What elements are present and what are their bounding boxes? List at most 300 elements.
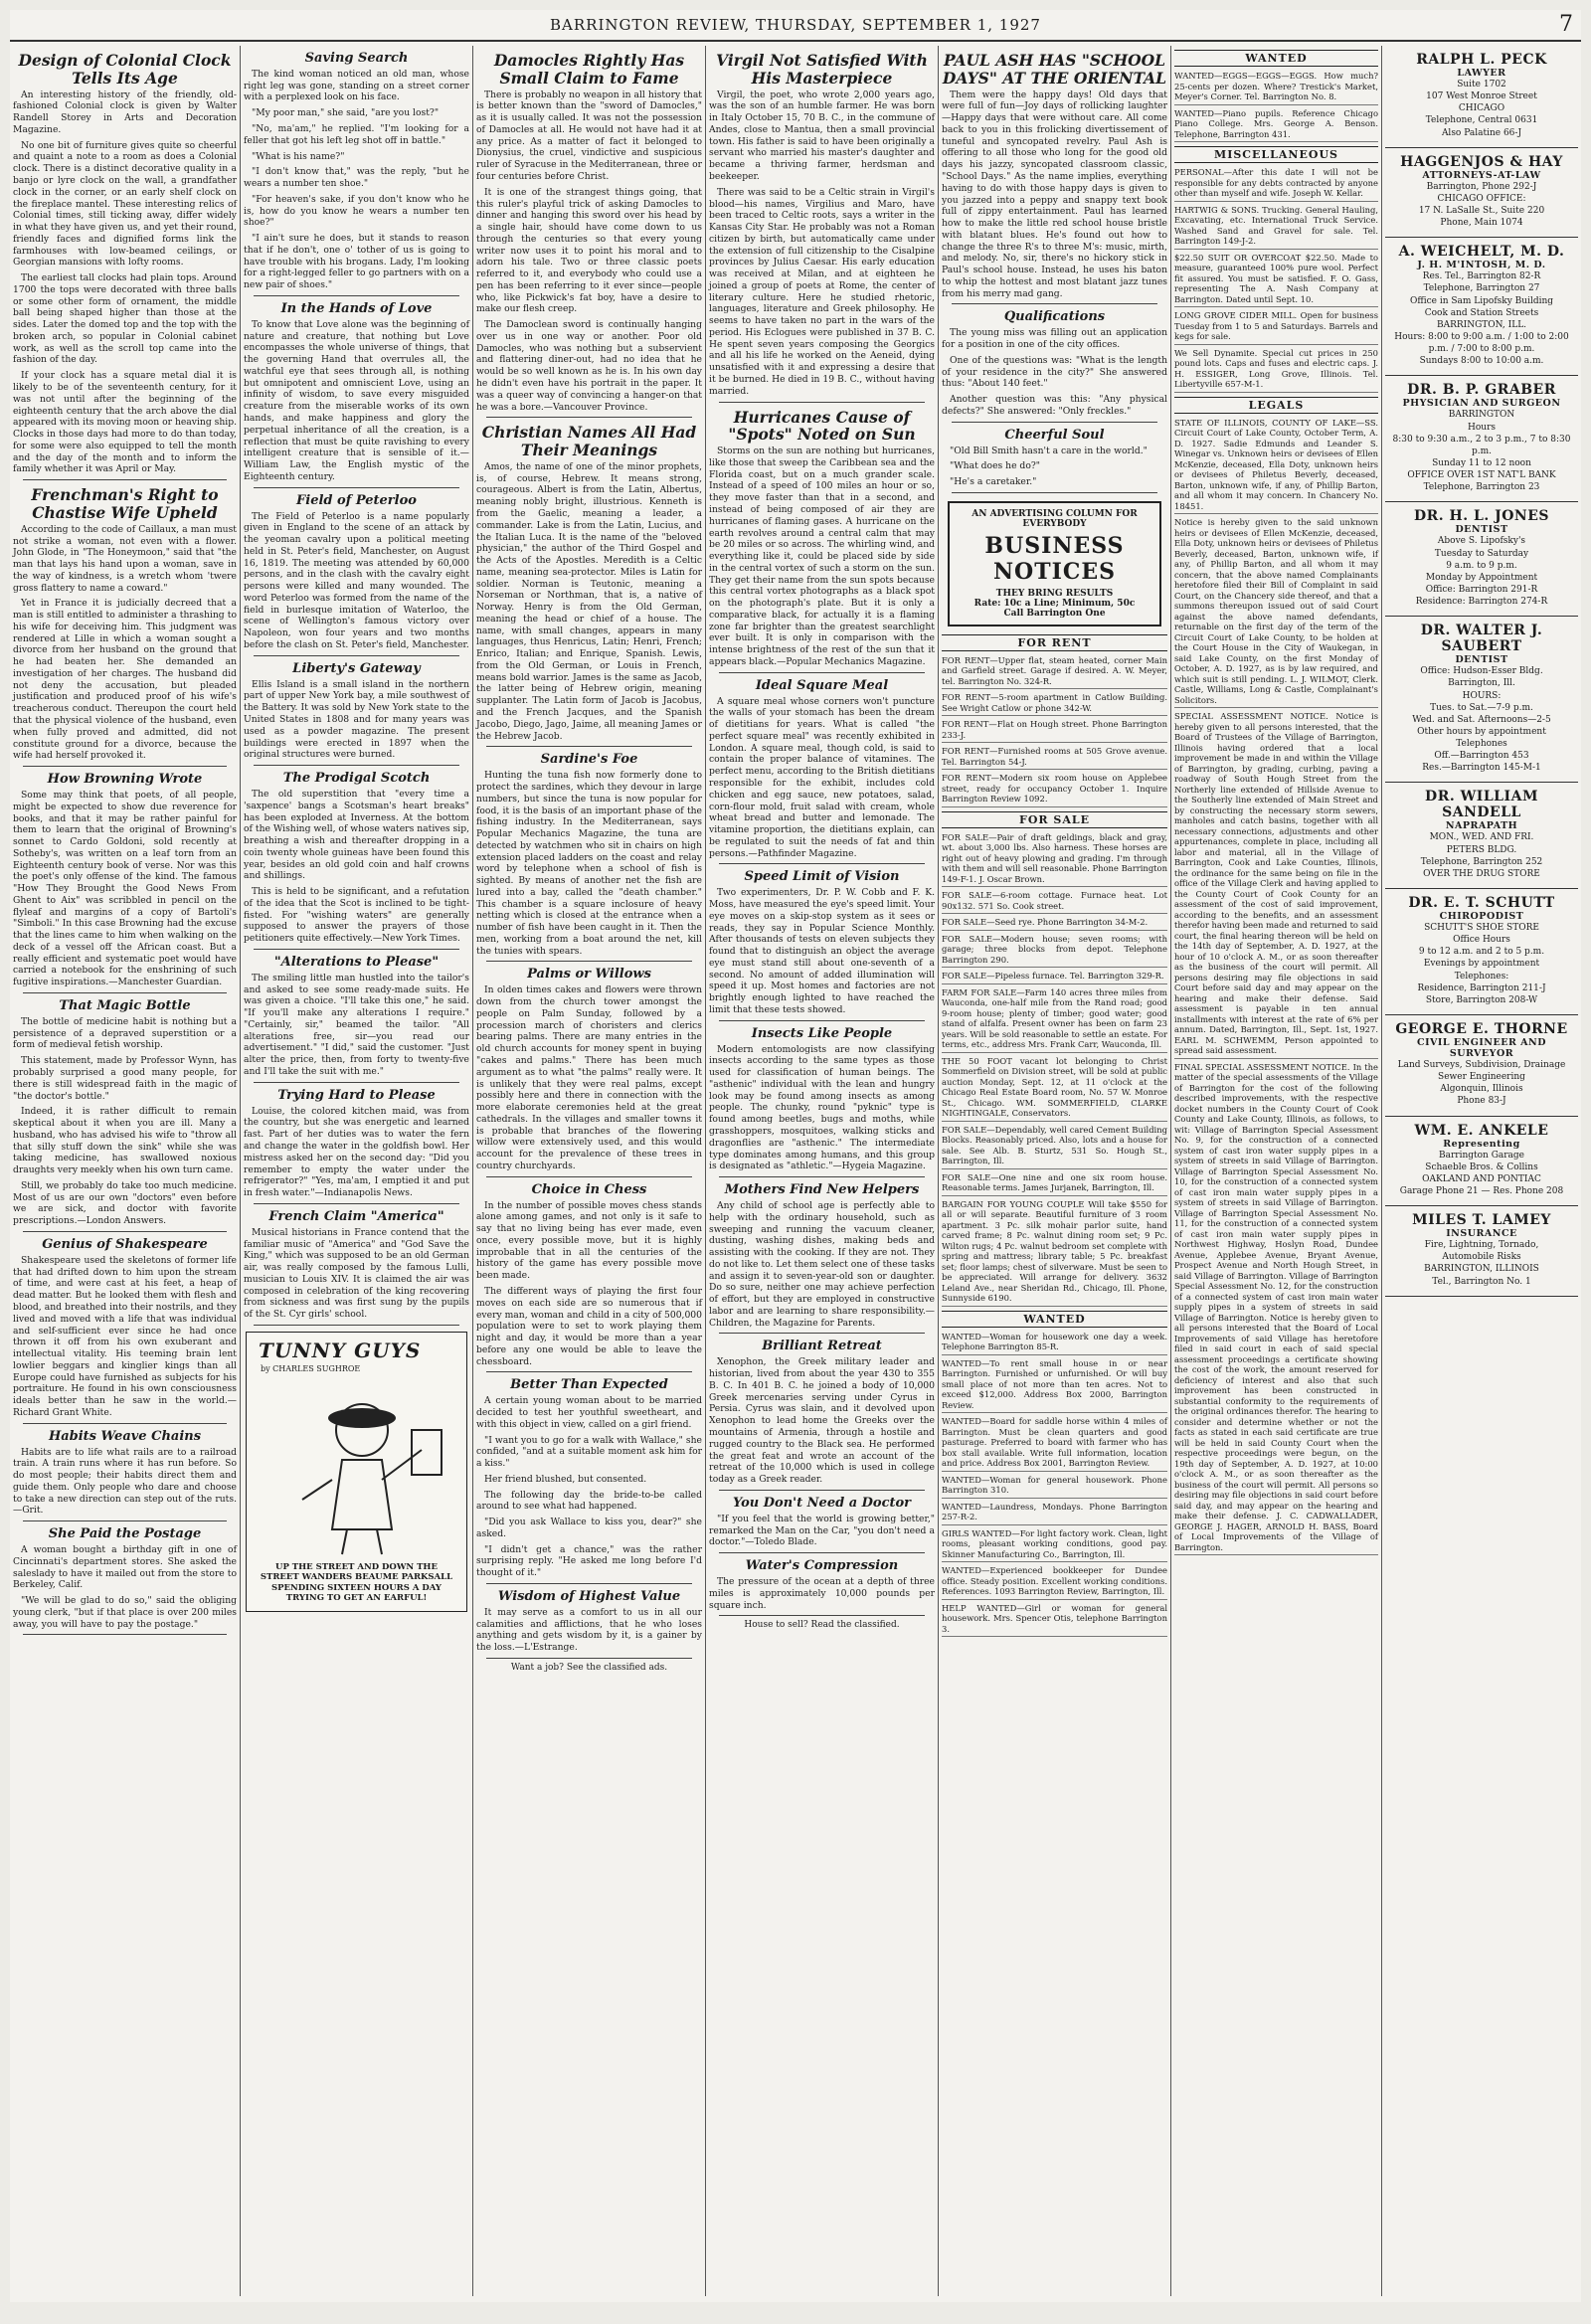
comic-title: TUNNY GUYS [259,1338,422,1362]
article [13,486,237,762]
card-title: CHIROPODIST [1439,911,1524,923]
divider [486,1371,692,1372]
article-paragraph: The young miss was filling out an application for a position in one of the city offices. [942,327,1167,351]
article-paragraph: Ellis Island is a small island in the northern part of upper New York bay, a mile southwest of the Battery. It was sold by New York state to the United States in 1808 and for many years was used as a powder magazine. The present buildings were erected in 1897 when the original structures were burned. [244,678,469,761]
card-line: Telephones [1456,739,1507,750]
card-name: GEORGE E. THORNE [1395,1021,1568,1038]
card-name: DR. B. P. GRABER [1407,382,1556,399]
comic-strip-tunny-guys [246,1332,467,1612]
comic-caption: UP THE STREET AND DOWN THE STREET WANDERS BEAUME PARKSALL SPENDING SIXTEEN HOURS A DAY TRYING TO GET AN EARFUL! [260,1562,453,1603]
card-line: Schaeble Bros. & Collins [1425,1162,1538,1172]
newspaper-page [10,10,1581,2302]
card-line: Other hours by appointment [1417,726,1546,737]
article-paragraph: The Field of Peterloo is a name popularly given in England to the scene of an attack by the yeoman cavalry upon a political meeting held in St. Peter's field, Manchester, on August 16, 1819. The meeting was attended by 60,000 persons, and in the clash with the cavalry eight persons were killed and many wounded. The word Peterloo was formed from the name of the field in burlesque imitation of Waterloo, the scene of Wellington's famous victory over Napoleon, won four years and two months before the clash on St. Peter's field, Manchester. [244,510,469,650]
column-footer-note: Want a job? See the classified ads. [510,1662,668,1673]
classified-ad: $22.50 SUIT OR OVERCOAT $22.50. Made to measure, guaranteed 100% pure wool. Perfect fit assured. You must be satisfied. F. O. Gass, representing The A. Nash Company at Barrington. Dated until Sept. 10. [1174,253,1378,308]
page-number: 7 [1559,12,1573,37]
classified-ad: STATE OF ILLINOIS, COUNTY OF LAKE—SS. Circuit Court of Lake County, October Term, A. D. 1927. Sadie Edmunds and Leander S. Winegar vs. Unknown heirs or devisees of Ellen McKenzie, deceased, Ella Doty, unknown heirs or devisees of Philetus Beverly, deceased, Barton, unknown wife, if any, of Phillip Barton, and all whom it may concern. In Chancery No. 18451. [1174,418,1378,515]
divider [719,1333,925,1334]
business-card [1385,238,1578,376]
column-1 [10,46,241,2296]
business-card [1385,502,1578,617]
card-name: WM. E. ANKELE [1414,1122,1549,1139]
card-line: Fire, Lightning, Tornado, [1424,1240,1539,1251]
article [709,679,935,860]
card-line: Also Palatine 66-J [1441,127,1522,138]
card-line: Res. Tel., Barrington 82-R [1422,271,1541,282]
card-line: Tel., Barrington No. 1 [1432,1276,1531,1287]
article [13,999,237,1227]
article [709,52,935,398]
article-paragraph: The different ways of playing the first four moves on each side are so numerous that if every man, woman and child in a city of 500,000 population were to set to work playing them night and day, it would be more than a year before any one would be able to leave the chessboard. [476,1285,702,1367]
divider [23,1231,227,1232]
card-line: Sundays 8:00 to 10:00 a.m. [1419,356,1544,367]
section-header-wanted: WANTED [1174,50,1378,67]
classified-ad: FOR SALE—Seed rye. Phone Barrington 34-M-2. [942,917,1167,931]
article-headline: Virgil Not Satisfied With His Masterpiece [716,51,928,88]
column-3 [473,46,706,2296]
classified-ad: FOR SALE—6-room cottage. Furnace heat. Lot 90x132. 571 So. Cook street. [942,890,1167,914]
article-paragraph: Shakespeare used the skeletons of former life that had drifted down to him upon the stream of time, and were cast at his feet, a heap of dead matter. But he looked them with flesh and blood, and breathed into their nostrils, and they lived and moved with a life that was individual and self-sufficient ever since he had once thrown it off from his own exuberant and intellectual vitality. His teeming brain lent lowlier beggars and kinglier kings than all Europe could have furnished as subjects for his portraiture. He found in his own consciousness ideals better than he saw in the world.—Richard Grant White. [13,1254,237,1418]
card-line: OVER THE DRUG STORE [1423,868,1540,879]
article [244,1089,469,1199]
card-name: MILES T. LAMEY [1412,1212,1551,1229]
article [476,52,702,413]
card-title: ATTORNEYS-AT-LAW [1422,169,1541,181]
section-header-for_sale: FOR SALE [942,811,1167,828]
article-paragraph: The kind woman noticed an old man, whose right leg was gone, standing on a street corner with a perplexed look on his face. [244,68,469,103]
card-line: Phone 83-J [1457,1096,1506,1107]
divider [254,487,459,488]
business-card [1385,1015,1578,1117]
article [244,956,469,1078]
classified-ad: FOR SALE—One nine and one six room house. Reasonable terms. James Jurjanek, Barrington, Ill. [942,1172,1167,1196]
classified-ad: FOR SALE—Pair of draft geldings, black and gray, wt. about 3,000 lbs. Also harness. These horses are right out of heavy plowing and grading. I'm through with them and will sell reasonable. Phone Barrington 149-F-1. J. Oscar Brown. [942,832,1167,888]
article-headline: Ideal Square Meal [755,677,889,693]
article-paragraph: "If you feel that the world is growing better," remarked the Man on the Car, "you don't need a doctor."—Toledo Blade. [709,1513,935,1548]
article-paragraph: "Did you ask Wallace to kiss you, dear?" she asked. [476,1517,702,1539]
card-line: Residence, Barrington 211-J [1417,983,1546,993]
card-line: Telephone, Barrington 27 [1423,283,1540,294]
divider [254,765,459,766]
article-paragraph: "My poor man," she said, "are you lost?" [252,107,440,119]
card-line: Algonquin, Illinois [1440,1084,1523,1095]
article-paragraph: The old superstition that "every time a 'saxpence' bangs a Scotsman's heart breaks" has been exploded at Inverness. At the bottom of the Wishing well, of whose waters natives sip, breathing a wish and thereafter dropping in a coin twenty whole guineas have been found this year, besides an old gold coin and half crowns and shillings. [244,788,469,882]
article-paragraph: If your clock has a square metal dial it is likely to be of the seventeenth century, for it was not until after the beginning of the eighteenth century that the arch above the dial appeared with its moving moon or heaving ship. Clocks in those days had more to do than today, for some were also equipped to tell the month and the day of the month and to inform the family whether it was April or May. [13,370,237,475]
divider [486,1658,692,1659]
classified-ad: FARM FOR SALE—Farm 140 acres three miles from Wauconda, one-half mile from the Rand road; good 9-room house; plenty of timber; good water; good stand of alfalfa. Present owner has been on farm 23 years. Will be sold reasonable to settle an estate. For terms, etc., address Mrs. Frank Carr, Wauconda, Ill. [942,987,1167,1053]
article-paragraph: "What does he do?" [950,460,1041,472]
article [709,1497,935,1548]
card-line: Store, Barrington 208-W [1425,994,1538,1005]
classified-ad: BARGAIN FOR YOUNG COUPLE Will take $550 for all or will separate. Beautiful furniture of 3 room apartment. 3 Pc. silk mohair parlor suite, hand carved frame; 8 Pc. walnut dining room set; 9 Pc. Wilton rugs; 4 Pc. walnut bedroom set complete with spring and mattress; library table; 5 Pc. breakfast set; floor lamps; chest of silverware. Must be seen to be appreciated. Will arrange for delivery. 3632 Leland Ave., near Sheridan Rd., Chicago, Ill. Phone, Sunnyside 6190. [942,1199,1167,1307]
card-line: HOURS: [1462,690,1502,701]
classified-ad: WANTED—Woman for housework one day a week. Telephone Barrington 85-R. [942,1332,1167,1355]
article-headline: Mothers Find New Helpers [724,1182,920,1198]
article [13,1527,237,1630]
article-paragraph: "What is his name?" [252,150,345,162]
article [244,772,469,945]
article-paragraph: There is probably no weapon in all history that is better known than the "sword of Damocles," as it is usually called. It was not the possession of Damocles at all. He would not have had it at any price. As a matter of fact it belonged to Dionysius, the cruel, vindictive and suspicious ruler of Syracuse in the Mediterranean, three or four centuries before Christ. [476,89,702,182]
divider [23,992,227,993]
classified-ad: FOR SALE—Pipeless furnace. Tel. Barrington 329-R. [942,971,1167,984]
card-name: DR. E. T. SCHUTT [1408,895,1555,912]
article-headline: You Don't Need a Doctor [732,1495,912,1511]
article-headline: Speed Limit of Vision [744,869,900,885]
article-paragraph: It may serve as a comfort to us in all our calamities and afflictions, that he who loses anything and gets wisdom by it, is a gainer by the loss.—L'Estrange. [476,1606,702,1654]
divider [23,1520,227,1521]
article-headline: French Claim "America" [268,1208,444,1224]
banner-rate: Rate: 10c a Line; Minimum, 50c [973,598,1136,609]
article-paragraph: Hunting the tuna fish now formerly done to protect the sardines, which they devour in large numbers, but since the tuna is now popular for food, it is the basis of an important phase of the fishing industry. In the Mediterranean, says Popular Mechanics Magazine, the tuna are detected by watchmen who sit in chairs on high extension placed ladders on the coast and relay word by telephone when a school of fish is sighted. By means of another net the fish are lured into a bay, called the "death chamber." This chamber is a square inclosure of heavy netting which is closed at the entrance when a number of fish have been caught in it. Then the men, working from a boat around the net, kill the tunies with spears. [476,770,702,957]
masthead-title: BARRINGTON REVIEW, THURSDAY, SEPTEMBER 1, 1927 [550,16,1041,34]
card-line: OFFICE OVER 1ST NAT'L BANK [1407,470,1556,481]
business-card [1385,1206,1578,1297]
classified-ad: WANTED—Experienced bookkeeper for Dundee office. Steady position. Excellent working conditions. References. 1093 Barrington Review, Barrington, Ill. [942,1565,1167,1600]
card-line: Off.—Barrington 453 [1434,751,1529,762]
article-headline: Habits Weave Chains [48,1428,202,1444]
article-paragraph: "He's a caretaker." [950,476,1037,488]
card-line: Sunday 11 to 12 noon [1432,457,1531,468]
card-line: BARRINGTON [1448,410,1515,421]
article [709,409,935,668]
card-line: Telephone, Barrington 252 [1420,856,1543,867]
article [13,1238,237,1419]
article [709,1027,935,1172]
banner-line: THEY BRING RESULTS [995,588,1114,599]
article-paragraph: Louise, the colored kitchen maid, was from the country, but she was energetic and learned fast. Part of her duties was to water the fern and change the water in the goldfish bowl. Her mistress asked her on the second day: "Did you remember to empty the water under the refrigerator?" "Yes, ma'am, I emptied it and put in fresh water."—Indianapolis News. [244,1105,469,1199]
article-headline: Frenchman's Right to Chastise Wife Upheld [31,485,219,522]
article [476,968,702,1171]
article [709,1183,935,1329]
article-paragraph: According to the code of Caillaux, a man must not strike a woman, not even with a flower. John Glode, in "The Honeymoon," said that "the man that lays his hand upon a woman, save in the way of kindness, is a wretch whom 'twere gross flattery to name a coward." [13,523,237,594]
article-paragraph: Musical historians in France contend that the familiar music of "America" and "God Save the King," which was supposed to be an old German air, was really composed by the famous Lulli, musician to Louis XIV. It is claimed the air was composed in celebration of the king recovering from sickness and was first sung by the pupils of the St. Cyr girls' school. [244,1226,469,1321]
divider [719,402,925,403]
card-line: Monday by Appointment [1425,572,1538,583]
card-name: A. WEICHELT, M. D. [1398,244,1565,261]
card-line: Barrington, Phone 292-J [1426,181,1537,192]
article-headline: Water's Compression [745,1558,899,1574]
article-headline: She Paid the Postage [48,1526,202,1542]
article-headline: How Browning Wrote [47,772,203,788]
article-headline: Insects Like People [751,1025,893,1041]
divider [254,1325,459,1326]
article-headline: Cheerful Soul [1004,427,1105,443]
card-title: INSURANCE [1446,1228,1517,1240]
card-line: BARRINGTON, ILL. [1436,319,1527,330]
classified-ad: FOR SALE—Dependably, well cared Cement Building Blocks. Reasonably priced. Also, lots and a house for sale. See Alb. B. Sturtz, 531 So. Hough St., Barrington, Ill. [942,1125,1167,1169]
business-card [1385,46,1578,148]
divider [254,295,459,296]
article-headline: Better Than Expected [510,1377,668,1393]
divider [719,863,925,864]
classified-ad: We Sell Dynamite. Special cut prices in 250 pound lots. Caps and fuses and electric caps. J. H. ESSIGER, Long Grove, Illinois. Tel. Libertyville 657-M-1. [1174,348,1378,393]
card-line: Wed. and Sat. Afternoons—2-5 [1412,714,1551,725]
divider [719,1020,925,1021]
article [244,52,469,291]
classified-ad: SPECIAL ASSESSMENT NOTICE. Notice is hereby given to all persons interested, that the Board of Trustees of the Village of Barrington, Illinois having ordered that a local improvement be made in and within the Village of Barrington, by grading, curbing, paving a roadway of South Hough Street from the Northerly line extended of Hillside Avenue to the Southerly line extended of Main Street and by constructing the necessary storm sewers, manholes and catch basins, together with all necessary connections, adjustments and other appurtenances, complete in place, including all labor and material, all in the Village of Barrington, Cook and Lake Counties, Illinois, the ordinance for the same being on file in the office of the Village Clerk and having applied to the County Court of Cook County for an assessment of the cost of said improvement, according to the benefits, and an assessment therefor having been made and returned to said court, the final hearing thereon will be held on the 14th day of September, A. D. 1927, at the hour of 10 o'clock A. M., or as soon thereafter as the business of the court will permit. All persons desiring may file objections in said Court before said day and may appear on the hearing and make their defense. Said assessment is payable in ten annual installments with interest at the rate of 6% per annum. Dated, Barrington, Ill., Sept. 1st, 1927. EARL M. SCHWEMM, Person appointed to spread said assessment. [1174,711,1378,1059]
article-headline: Design of Colonial Clock Tells Its Age [18,51,232,88]
classified-ad: FOR RENT—Flat on Hough street. Phone Barrington 233-J. [942,719,1167,743]
article-headline: The Prodigal Scotch [282,771,431,787]
card-line: Cook and Station Streets [1424,307,1539,318]
article-headline: Trying Hard to Please [277,1087,436,1103]
business-card [1385,376,1578,502]
card-line: CHICAGO [1458,103,1505,114]
article-paragraph: This statement, made by Professor Wynn, has probably surprised a good many people, for there is still widespread faith in the magic of "the doctor's bottle." [13,1055,237,1102]
article-paragraph: Her friend blushed, but consented. [484,1473,647,1485]
article [942,52,1167,299]
card-line: Res.—Barrington 145-M-1 [1422,763,1541,774]
column-4 [706,46,939,2296]
article-paragraph: "I don't know that," was the reply, "but he wears a number ten shoe." [244,166,469,190]
article [244,1210,469,1321]
article-paragraph: Yet in France it is judicially decreed that a man is still entitled to administer a thrashing to his wife for deceiving him. This judgment was rendered at Lille in which a woman sought a divorce from her husband on the ground that he had beaten her. She demanded an investigation of her charges. The husband did not deny the accusation, but pleaded justification and produced proof of his wife's treacherous conduct. Thereupon the court held that the physical violence of the husband, even when fully proved and admitted, did not constitute ground for a divorce, because the wife had herself provoked it. [13,598,237,762]
article-headline: Wisdom of Highest Value [497,1588,681,1604]
divider [23,766,227,767]
article-paragraph: Indeed, it is rather difficult to remain skeptical about it when you are ill. Many a husband, who has advised his wife to "throw all that silly stuff down the sink" while she was taking medicine, has swallowed noxious draughts very meekly when his own turn came. [13,1106,237,1176]
card-line: Automobile Risks [1442,1252,1521,1263]
article-paragraph: Modern entomologists are now classifying insects according to the same types as those used for classification of human beings. The "asthenic" individual with the lean and hungry look may be found among insects as among people. The chunky, round "pyknic" type is found among beetles, bugs and moths, while grasshoppers, mosquitoes, walking sticks and dragonflies are "asthenic." The intermediate type dominates among humans, and this group is designated as "athletic."—Hygeia Magazine. [709,1043,935,1172]
article-headline: Saving Search [304,51,409,66]
divider [952,422,1157,423]
card-line: Telephone, Central 0631 [1425,115,1538,126]
article-paragraph: No one bit of furniture gives quite so cheerful and quaint a note to a room as does a Colonial clock. There is a distinct decorative quality in a banjo or lyre clock on the wall, a grandfather clock in the corner, or an early shelf clock on the fireplace mantel. These interesting relics of Colonial times, still ticking away, differ widely in what they have given us, and yet their round, friendly faces and dignified forms link the farmhouses with low-beamed ceilings, or Georgian mansions with lofty rooms. [13,139,237,268]
classified-ad: GIRLS WANTED—For light factory work. Clean, light rooms, pleasant working conditions, good pay. Skinner Manufacturing Co., Barrington, Ill. [942,1528,1167,1563]
card-line: Office in Sam Lipofsky Building [1409,295,1554,306]
article-paragraph: Any child of school age is perfectly able to help with the ordinary household, such as sweeping and running the vacuum cleaner, dusting, washing dishes, making beds and assisting with the cooking. If they are not. They do not like to. Let them select one of these tasks and assign it to seven-year-old son or daughter. Do so sure, neither one may achieve perfection of effort, but they are employed in constructive labor and are learning to share responsibility.—Children, the Magazine for Parents. [709,1200,935,1329]
classified-ad: WANTED—EGGS—EGGS—EGGS. How much? 25-cents per dozen. Where? Trestick's Market, Meyer's Corner. Tel. Barrington No. 8. [1174,71,1378,105]
card-line: Tues. to Sat.—7-9 p.m. [1430,702,1533,713]
article-headline: Liberty's Gateway [292,660,421,676]
article-paragraph: The bottle of medicine habit is nothing but a persistence of a depraved superstition or a form of medieval fetish worship. [13,1015,237,1051]
article-paragraph: "Old Bill Smith hasn't a care in the world." [950,445,1148,456]
card-line: 9 to 12 a.m. and 2 to 5 p.m. [1418,947,1545,958]
article-paragraph: An interesting history of the friendly, old-fashioned Colonial clock is given by Walter Randell Storey in Arts and Decoration Magazine. [13,89,237,135]
banner-phone: Call Barrington One [1003,608,1106,619]
classified-ad: WANTED—Board for saddle horse within 4 miles of Barrington. Must be clean quarters and good pasturage. Preferred to board with farmer who has box stall available. Write full information, location and price. Address Box 2001, Barrington Review. [942,1416,1167,1472]
divider [486,1176,692,1177]
classified-ad: Notice is hereby given to the said unknown heirs or devisees of Ellen McKenzie, deceased, Ella Doty, unknown heirs or devisees of Philetus Beverly, deceased, Barton, unknown wife, if any, of Phillip Barton, and all whom it may concern, that the above named Complainants heretofore filed their Bill of Complaint in said Court, on the Chancery side thereof, and that a summons thereupon issued out of said Court against the above named defendants, returnable on the first day of the term of the Circuit Court of Lake County, to be holden at the Court House in the City of Waukegan, in said Lake County, on the first Monday of October, A. D. 1927, as is by law required, and which suit is still pending. L. J. WILMOT, Clerk. Castle, Williams, Long & Castle, Complainant's Solicitors. [1174,517,1378,708]
divider [719,1176,925,1177]
card-name: HAGGENJOS & HAY [1400,153,1563,170]
card-line: Land Surveys, Subdivision, Drainage [1397,1060,1566,1071]
banner-line: AN ADVERTISING COLUMN FOR EVERYBODY [972,508,1138,529]
article [244,302,469,483]
classified-ad: WANTED—Laundress, Mondays. Phone Barrington 257-R-2. [942,1502,1167,1525]
card-line: Sewer Engineering [1438,1072,1525,1083]
article-headline: "Alterations to Please" [273,954,440,970]
card-line: OAKLAND AND PONTIAC [1422,1173,1541,1184]
article [709,870,935,1015]
column-7-professional-cards [1382,46,1581,2296]
classified-ad: HARTWIG & SONS. Trucking. General Hauling, Excavating, etc. International Truck Service. Washed Sand and Gravel for sale. Tel. Barrington 149-J-2. [1174,205,1378,250]
article-paragraph: The smiling little man hustled into the tailor's and asked to see some ready-made suits. He was given a choice. "I'll take this one," he said. "If you'll make any alterations I require." "Certainly, sir," beamed the tailor. "All alterations free, sir—you read our advertisement." "I did," said the customer. "Just alter the price, then, from forty to twenty-five and I'll take the suit with me." [244,972,469,1077]
divider [23,479,227,480]
classified-ad: WANTED—Piano pupils. Reference Chicago Piano College. Mrs. George A. Benson. Telephone, Barrington 431. [1174,108,1378,143]
card-line: Barrington, Ill. [1448,678,1515,689]
card-line: Suite 1702 [1457,80,1506,89]
card-name: DR. WALTER J. SAUBERT [1420,623,1543,655]
card-line: Telephone, Barrington 23 [1423,482,1540,493]
article-paragraph: Habits are to life what rails are to a railroad train. A train runs where it has run before. So do most people; their habits direct them and guide them. Only people who dare and choose to take a new direction can step out of the ruts.—Grit. [13,1446,237,1517]
article [476,753,702,957]
article-paragraph: Xenophon, the Greek military leader and historian, lived from about the year 430 to 355 B. C. In 401 B. C. he joined a body of 10,000 Greek mercenaries serving under Cyrus in Persia. Cyrus was slain, and it devolved upon Xenophon to lead home the Greeks over the mountains of Armenia, through a hostile and rugged country to the Black sea. He performed the great feat and wrote an account of the retreat of the 10,000 which is used in college today as a Greek reader. [709,1356,935,1486]
article [13,52,237,475]
card-name: DR. WILLIAM SANDELL [1425,789,1538,821]
card-line: Hours: 8:00 to 9:00 a.m. / 1:00 to 2:00 p.m. / 7:00 to 8:00 p.m. [1394,331,1569,355]
article-paragraph: One of the questions was: "What is the length of your residence in the city?" She answered thus: "About 140 feet." [942,354,1167,390]
card-line: Barrington Garage [1438,1150,1525,1161]
card-name: RALPH L. PECK [1416,52,1547,68]
article-headline: Palms or Willows [527,967,651,983]
article-paragraph: This is held to be significant, and a refutation of the idea that the Scot is inclined to be tight-fisted. For "wishing waters" are generally supposed to answer the prayers of those petitioners quite effectively.—New York Times. [244,886,469,945]
section-header-misc: MISCELLANEOUS [1174,146,1378,163]
article-headline: Christian Names All Had Their Meanings [481,423,697,460]
article-paragraph: Storms on the sun are nothing but hurricanes, like those that sweep the Caribbean sea and the Florida coast, but on a much grander scale. Instead of a speed of 100 miles an hour or so, they move faster than that in a second, and instead of being composed of air they are hurricanes of flaming gases. A hurricane on the earth revolves around a central calm that may be 20 miles or so across. The whirling wind, and everything like it, could be placed side by side in the central vortex of such a storm on the sun. They get their name from the sun spots because this central vortex photographs as a black spot on the photograph's plate. But it is only a comparative black, for actually it is a flaming zone far brighter than the greatest searchlight ever built. It is only in comparison with the intense brightness of the rest of the sun that it appears black.—Popular Mechanics Magazine. [709,446,935,667]
article-paragraph: Amos, the name of one of the minor prophets, is, of course, Hebrew. It means strong, courageous. Albert is from the Latin, Albertus, meaning nobly bright, illustrious. Kenneth is from the Gaelic, meaning a leader, a commander. Lake is from the Latin, Lucius, and the Italian Luca. It is the name of the "beloved physician," the author of the Third Gospel and the Acts of the Apostles. Meredith is a Celtic name, meaning sea-protector. Miles is Latin for soldier. Norman is Teutonic, meaning a Norseman or Northman, that is, a native of Norway. Henry is from the Old German, meaning the head or chief of a house. The name, with small changes, appears in many languages, thus Henricus, Latin; Henri, French; Enrico, Italian; and Enrique, Spanish. Lewis, from the Old German, or Louis in French, means bold warrior. James is the same as Jacob, the latter being of Hebrew origin, meaning supplanter. The Latin form of Jacob is Jacobus, and the French Jacques, and the Spanish Jacobo, Diego, Jago, Jaime, all meaning James or the Hebrew Jacob. [476,460,702,742]
card-line: 107 West Monroe Street [1426,91,1537,102]
banner-title: BUSINESS NOTICES [984,532,1125,585]
classified-ad: WANTED—Woman for general housework. Phone Barrington 310. [942,1475,1167,1499]
article-headline: Brilliant Retreat [762,1339,882,1354]
article [476,1378,702,1579]
card-title: LAWYER [1457,68,1506,79]
article [13,773,237,988]
card-line: Hours [1468,422,1496,433]
article-headline: Hurricanes Cause of "Spots" Noted on Sun [728,407,916,445]
article-headline: PAUL ASH HAS "SCHOOL DAYS" AT THE ORIENTAL [942,51,1167,88]
masthead [10,10,1581,42]
divider [254,655,459,656]
divider [254,949,459,950]
divider [719,1615,925,1616]
classified-ad: FOR SALE—Modern house; seven rooms; with garage; three blocks from depot. Telephone Barrington 290. [942,934,1167,969]
article-paragraph: In olden times cakes and flowers were thrown down from the church tower amongst the people on Palm Sunday, followed by a procession march of choristers and clerics bearing palms. There are many entries in the old church accounts for money spent in buying "cakes and palms." There has been much argument as to what "the palms" really were. It is unlikely that they were real palms, except possibly here and there in connection with the more elaborate ceremonies held at the great cathedrals. In the villages and smaller towns it is probable that branches of the flowering willow were extensively used, and this would account for the prevalence of these trees in country churchyards. [476,984,702,1171]
divider [486,746,692,747]
classified-ad: PERSONAL—After this date I will not be responsible for any debts contracted by anyone other than myself and wife. Joseph W. Kellar. [1174,167,1378,202]
card-title: DENTIST [1455,654,1508,666]
card-line: Tuesday to Saturday [1434,548,1529,559]
section-header-legals: LEGALS [1174,397,1378,414]
card-title: CIVIL ENGINEER AND SURVEYOR [1417,1037,1546,1060]
column-footer-note: House to sell? Read the classified. [744,1620,900,1631]
article-paragraph: The pressure of the ocean at a depth of three miles is approximately 10,000 pounds per square inch. [709,1575,935,1611]
card-line: Phone, Main 1074 [1440,218,1523,229]
classified-ad: FINAL SPECIAL ASSESSMENT NOTICE. In the matter of the special assessments of the Village of Barrington for the cost of the following described improvements, with the respective docket numbers in the County Court of Cook County and Lake County, Illinois, as follows, to wit: Village of Barrington Special Assessment No. 9, for the construction of a connected system of cast iron water supply pipes in a system of streets in said Village of Barrington. Village of Barrington Special Assessment No. 10, for the construction of a connected system of cast iron main water supply pipes in a system of streets in said Village of Barrington. Village of Barrington Special Assessment No. 11, for the construction of a connected system of cast iron main water supply pipes in Northwest Highway, Hoslyn Road, Dundee Avenue, Applebee Avenue, Bryant Avenue, Prospect Avenue and North Hough Street, in said Village of Barrington. Village of Barrington Special Assessment No. 12, for the construction of a connected system of cast iron main water supply pipes in a system of streets in said Village of Barrington. Notice is hereby given to all persons interested that the Board of Local Improvements of said Village has heretofore filed in said court in each of said special assessment proceedings a certificate showing the cost of the work, the amount reserved for deficiency of interest and also that such improvement has been constructed in substantial conformity to the requirements of the original ordinances therefor. The hearing to consider and determine whether or not the facts as stated in each said certificate are true will be held in said County Court when the respective proceedings were begun, on the 19th day of September, A. D. 1927, at 10:00 o'clock A. M., or as soon thereafter as the business of the court will permit. All persons so desiring may file objections in said court before said day, and may appear on the hearing and make their defense. J. C. CADWALLADER, GEORGE J. HAGER, ARNOLD H. BASS, Board of Local Improvements of the Village of Barrington. [1174,1062,1378,1556]
article-headline: Choice in Chess [531,1181,647,1197]
article [942,310,1167,417]
comic-figure-illustration [253,1380,471,1559]
column-2 [241,46,473,2296]
divider [719,1552,925,1553]
divider [23,1423,227,1424]
article [476,1590,702,1654]
classified-ad: FOR RENT—Furnished rooms at 505 Grove avenue. Tel. Barrington 54-J. [942,746,1167,770]
article-paragraph: There was said to be a Celtic strain in Virgil's blood—his names, Virgilius and Maro, have been traced to Celtic roots, says a writer in the Kansas City Star. He probably was not a Roman citizen by birth, but automatically came under the extension of full citizenship to the Cisalpine provinces by Julius Caesar. His early education was received at Milan, and at eighteen he joined a group of poets at Rome, the center of literary culture. Here he studied rhetoric, languages, literature and Greek philosophy. He seems to have taken no part in the wars of the period. His Eclogues were published in 37 B. C. He spent seven years composing the Georgics and all his life he worked on the Aeneid, dying unsatisfied with it and expressing a desire that it be burned. He died in 19 B. C., without having married. [709,186,935,397]
card-line: Evenings by appointment [1423,959,1540,970]
article-headline: Field of Peterloo [296,492,417,508]
article-headline: Sardine's Foe [540,752,638,768]
divider [719,1490,925,1491]
business-card [1385,889,1578,1015]
card-title: PHYSICIAN AND SURGEON [1402,398,1561,410]
classified-ad: LONG GROVE CIDER MILL. Open for business Tuesday from 1 to 5 and Saturdays. Barrels and kegs for sale. [1174,310,1378,345]
card-line: SCHUTT'S SHOE STORE [1424,923,1539,934]
article [244,494,469,651]
card-line: MON., WED. AND FRI. [1429,832,1534,843]
divider [486,961,692,962]
card-title: DENTIST [1455,524,1508,536]
article [942,429,1167,488]
card-title: Representing [1443,1138,1520,1150]
card-name: DR. H. L. JONES [1414,508,1549,525]
section-header-for_rent: FOR RENT [942,634,1167,651]
article [709,1340,935,1485]
business-card [1385,1117,1578,1207]
card-line: 17 N. LaSalle St., Suite 220 [1418,205,1545,216]
article-paragraph: Virgil, the poet, who wrote 2,000 years ago, was the son of an humble farmer. He was born in Italy October 15, 70 B. C., in the commune of Andes, close to Mantua, then a small provincial town. His father is said to have been originally a servant who married his master's daughter and became a thriving farmer, herdsman and beekeeper. [709,89,935,182]
card-title: NAPRAPATH [1445,820,1518,832]
article-paragraph: "I didn't get a chance," was the rather surprising reply. "He asked me long before I'd thought of it." [476,1543,702,1579]
divider [952,303,1157,304]
card-line: PETERS BLDG. [1446,844,1517,855]
article [13,1430,237,1518]
article [476,1183,702,1368]
article-paragraph: The earliest tall clocks had plain tops. Around 1700 the tops were decorated with three balls or some other form of ornament, the middle ball being shaped higher than those at the sides. Later the domed top and the top with the broken arch, so popular in Colonial cabinet work, as well as the scroll top came into the fashion of the day. [13,272,237,366]
article-headline: Qualifications [1003,309,1106,325]
divider [254,1082,459,1083]
article-paragraph: To know that Love alone was the beginning of nature and creature, that nothing but Love encompasses the whole universe of things, that the governing Hand that overrules all, the watchful eye that sees through all, is nothing but omnipotent and omniscient Love, using an infinity of wisdom, to save every misguided creature from the miserable works of its own hands, and make happiness and glory the perpetual inheritance of all the creation, is a reflection that must be quite ravishing to every intelligent creature that is sensible of it.—William Law, the English mystic of the Eighteenth century. [244,318,469,482]
card-line: CHICAGO OFFICE: [1437,193,1526,204]
article [709,1559,935,1611]
business-notices-banner [948,501,1161,626]
classified-ad: FOR RENT—Modern six room house on Applebee street, ready for occupancy October 1. Inquire Barrington Review 1092. [942,773,1167,807]
article-paragraph: Still, we probably do take too much medicine. Most of us are our own "doctors" even before we are sick, and doctor with favorite prescriptions.—London Answers. [13,1179,237,1227]
classified-ad: FOR RENT—Upper flat, steam heated, corner Main and Garfield street. Garage if desired. A. W. Meyer, tel. Barrington No. 324-R. [942,655,1167,690]
section-header-wanted: WANTED [942,1311,1167,1328]
classified-ad: HELP WANTED—Girl or woman for general housework. Mrs. Spencer Otis, telephone Barrington 3. [942,1603,1167,1638]
classified-ad: WANTED—To rent small house in or near Barrington. Furnished or unfurnished. Or will buy small place of not more than ten acres. Not to exceed $12,000. Address Box 2000, Barrington Review. [942,1358,1167,1414]
article-headline: Genius of Shakespeare [42,1236,208,1252]
article-paragraph: It is one of the strangest things going, that this ruler's playful trick of asking Damocles to dinner and hanging this sword over his head by a single hair, should have come down to us through the centuries so that every young writer now uses it to point his moral and to adorn his tale. Two or three classic poets referred to it, and everybody who could use a pen has been referring to it ever since—people who, like Pickwick's fat boy, have a desire to make our flesh creep. [476,186,702,315]
article [244,662,469,761]
card-line: Garage Phone 21 — Res. Phone 208 [1399,1186,1564,1197]
article [476,424,702,742]
article-headline: In the Hands of Love [280,300,433,316]
article-paragraph: "I want you to go for a walk with Wallace," she confided, "and at a suitable moment ask him for a kiss." [476,1434,702,1470]
article-headline: That Magic Bottle [59,998,191,1014]
business-card [1385,617,1578,783]
divider [254,1203,459,1204]
card-line: Office: Barrington 291-R [1425,584,1538,595]
article-paragraph: Them were the happy days! Old days that were full of fun—Joy days of rollicking laughter—Happy days that were without care. All come back to you in this frolicking divertissement of tuneful and syncopated revelry. Paul Ash is offering to all those who long for the good old days his jazzy, syncopated classroom classic, "School Days." As the name implies, everything having to do with those happy days is given to you jazzed into a peppy and snappy text book full of zippy entertainment. Paul has learned how to make the little red school house bristle with blatant blues. He's found out how to change the three R's to three M's: music, mirth, and melody. No, sir, there's no hickory stick in Paul's school house. Instead, he uses his baton to whip the hottest and most blatant jazz tunes from his merry mad gang. [942,89,1167,299]
article-paragraph: "I ain't sure he does, but it stands to reason that if he don't, one o' tother of us is going to have trouble with his brogans. Lady, I'm looking for a right-legged feller to go partners with on a new pair of shoes." [244,233,469,291]
business-card [1385,148,1578,239]
article-paragraph: Some may think that poets, of all people, might be expected to show due reverence for books, and that it may be rather painful for them to learn that the original of Browning's sonnet to Cardo Goldoni, sold recently at Sotheby's, was written on a leaf torn from an Eighteenth century book of verse. Nor was this the poet's only offense of the kind. The famous "How They Brought the Good News From Ghent to Aix" was scribbled in pencil on the flyleaf and margins of a copy of Bartoli's "Simboli." In this case Browning had the excuse that the lines came to him when walking on the deck of a vessel off the African coast. But a really efficient and systematic poet would have carried a notebook for the enshrining of such fugitive inspirations.—Manchester Guardian. [13,790,237,988]
business-card [1385,783,1578,889]
card-line: Office: Hudson-Esser Bldg. [1420,666,1543,677]
divider [23,1634,227,1635]
card-line: 9 a.m. to 9 p.m. [1446,560,1517,571]
card-line: 8:30 to 9:30 a.m., 2 to 3 p.m., 7 to 8:30 p.m. [1392,434,1571,456]
card-line: Office Hours [1453,935,1510,946]
article-paragraph: In the number of possible moves chess stands alone among games, and not only is it safe to say that no living being has ever made, even once, every possible move, but it is highly improbable that in all the centuries of the history of the game has every possible move been made. [476,1199,702,1282]
card-line: Above S. Lipofsky's [1437,536,1526,547]
article-paragraph: The following day the bride-to-be called around to see what had happened. [476,1489,702,1513]
comic-byline: by CHARLES SUGHROE [261,1363,361,1373]
article-paragraph: "For heaven's sake, if you don't know who he is, how do you know he wears a number ten shoe?" [244,193,469,229]
